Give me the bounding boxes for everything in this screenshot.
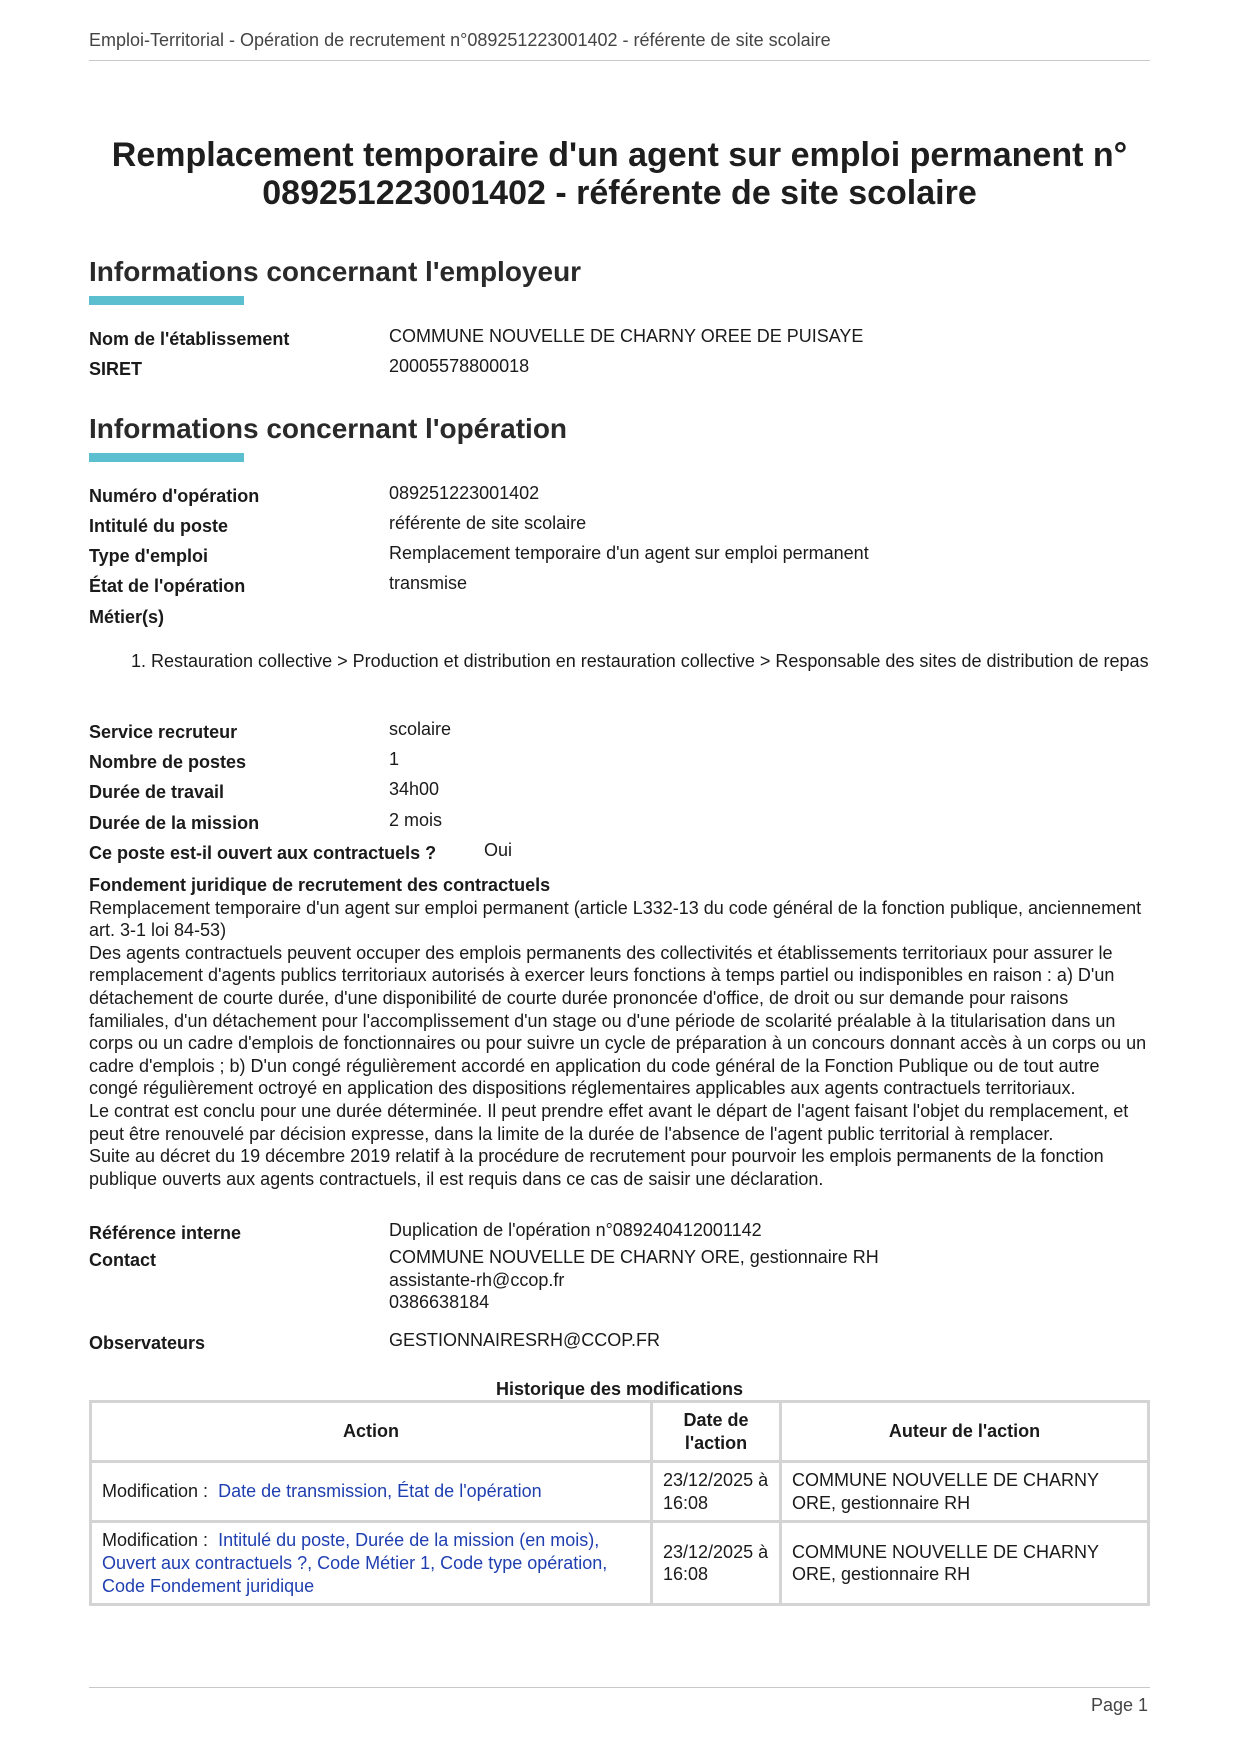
list-item: 1. Restauration collective > Production et distribution en restauration collective > Responsable des sites de distribution de repas xyxy=(151,650,1212,672)
contact-email[interactable]: assistante-rh@ccop.fr xyxy=(389,1269,565,1290)
field-label: Référence interne xyxy=(89,1223,242,1243)
field-value: transmise xyxy=(389,573,468,593)
field-value: Duplication de l'opération n°089240412001142 xyxy=(389,1220,762,1240)
field-value: 089251223001402 xyxy=(389,483,540,503)
field-value: GESTIONNAIRESRH@CCOP.FR xyxy=(389,1330,660,1350)
date-cell: 23/12/2025 à 16:08 xyxy=(652,1522,781,1605)
field-label: Métier(s) xyxy=(89,607,165,627)
field-value: 2 mois xyxy=(389,810,443,830)
metiers-list xyxy=(89,650,1212,672)
field-value: 34h00 xyxy=(389,779,440,799)
history-table xyxy=(89,1400,1150,1606)
field-value: 20005578800018 xyxy=(389,356,530,376)
modified-fields-link[interactable]: Intitulé du poste, Durée de la mission (en mois), Ouvert aux contractuels ?, Code Métier 1, Code type opération, Code Fondement juridique xyxy=(102,1530,608,1596)
action-cell xyxy=(91,1522,652,1605)
field-value: scolaire xyxy=(389,719,452,739)
field-label: Ce poste est-il ouvert aux contractuels ? xyxy=(89,843,437,863)
field-value: COMMUNE NOUVELLE DE CHARNY OREE DE PUISAYE xyxy=(389,326,864,346)
modified-fields-link[interactable]: Date de transmission, État de l'opération xyxy=(218,1481,542,1502)
action-prefix: Modification : xyxy=(102,1530,209,1551)
column-header-author: Auteur de l'action xyxy=(781,1402,1149,1462)
table-row xyxy=(91,1522,1149,1605)
page-number: Page 1 xyxy=(1090,1695,1148,1715)
field-label: Durée de la mission xyxy=(89,813,260,833)
action-cell xyxy=(91,1462,652,1522)
contact-name: COMMUNE NOUVELLE DE CHARNY ORE, gestionnaire RH xyxy=(389,1247,879,1267)
employer-section-title: Informations concernant l'employeur xyxy=(89,256,582,287)
field-label: Intitulé du poste xyxy=(89,516,228,536)
field-label: Service recruteur xyxy=(89,722,238,742)
operation-section-title: Informations concernant l'opération xyxy=(89,413,568,444)
fondement-paragraph: Remplacement temporaire d'un agent sur emploi permanent (article L332-13 du code général de la fonction publique, anciennement art. 3-1 loi 84-53) xyxy=(89,897,1142,941)
field-label: État de l'opération xyxy=(89,576,246,596)
field-label: Numéro d'opération xyxy=(89,486,260,506)
fondement-paragraph: Suite au décret du 19 décembre 2019 relatif à la procédure de recrutement pour pourvoir les emplois permanents de la fonction publique ouverts aux agents contractuels, il est requis dans ce cas de saisir une déclaration. xyxy=(89,1146,1104,1189)
fondement-title: Fondement juridique de recrutement des contractuels xyxy=(89,875,551,895)
operation-section-underline xyxy=(89,453,244,462)
action-prefix: Modification : xyxy=(102,1481,209,1502)
column-header-action: Action xyxy=(91,1402,652,1462)
field-label: Nom de l'établissement xyxy=(89,329,290,349)
table-row xyxy=(91,1462,1149,1522)
history-caption: Historique des modifications xyxy=(495,1379,744,1399)
field-label: Contact xyxy=(89,1250,156,1270)
field-label: Durée de travail xyxy=(89,782,225,802)
page-header: Emploi-Territorial - Opération de recrutement n°089251223001402 - référente de site scolaire xyxy=(89,30,1150,61)
field-label: Nombre de postes xyxy=(89,752,247,772)
field-label: SIRET xyxy=(89,359,143,379)
author-cell: COMMUNE NOUVELLE DE CHARNY ORE, gestionnaire RH xyxy=(781,1462,1149,1522)
field-label: Type d'emploi xyxy=(89,546,208,566)
field-value: Oui xyxy=(484,840,513,860)
title-line-1: Remplacement temporaire d'un agent sur emploi permanent n° xyxy=(111,136,1128,174)
contact-details xyxy=(389,1246,879,1314)
field-value: 1 xyxy=(389,749,400,769)
field-value: Remplacement temporaire d'un agent sur emploi permanent xyxy=(389,543,869,563)
field-label: Observateurs xyxy=(89,1333,206,1353)
column-header-date: Date de l'action xyxy=(652,1402,781,1462)
employer-section-underline xyxy=(89,296,244,305)
date-cell: 23/12/2025 à 16:08 xyxy=(652,1462,781,1522)
page-title xyxy=(89,136,1150,212)
author-cell: COMMUNE NOUVELLE DE CHARNY ORE, gestionnaire RH xyxy=(781,1522,1149,1605)
fondement-paragraph: Le contrat est conclu pour une durée déterminée. Il peut prendre effet avant le départ de l'agent faisant l'objet du remplacement, et peut être renouvelé par décision expresse, dans la limite de la durée de l'absence de l'agent public territorial à remplacer. xyxy=(89,1100,1129,1144)
fondement-paragraph: Des agents contractuels peuvent occuper des emplois permanents des collectivités et établissements territoriaux pour assurer le remplacement d'agents publics territoriaux autorisés à exercer leurs fonctions à temps partiel ou indisponibles en raison : a) D'un détachement de courte durée, d'une disponibilité de courte durée prononcée d'office, de droit ou sur demande pour raisons familiales, d'un détachement pour l'accomplissement d'un stage ou d'une période de scolarité préalable à la titularisation dans un corps ou un cadre d'emplois de fonctionnaires ou pour suivre un cycle de préparation à un concours donnant accès à un corps ou un cadre d'emplois ; b) D'un congé régulièrement accordé en application du code général de la Fonction Publique ou de tout autre congé régulièrement octroyé en application des dispositions réglementaires applicables aux agents contractuels territoriaux. xyxy=(89,942,1147,1099)
title-line-2: 089251223001402 - référente de site scolaire xyxy=(262,174,977,212)
field-value: référente de site scolaire xyxy=(389,513,587,533)
fondement-juridique xyxy=(89,874,1150,1190)
footer-divider xyxy=(89,1687,1150,1688)
table-header-row xyxy=(91,1402,1149,1462)
contact-phone: 0386638184 xyxy=(389,1292,490,1313)
